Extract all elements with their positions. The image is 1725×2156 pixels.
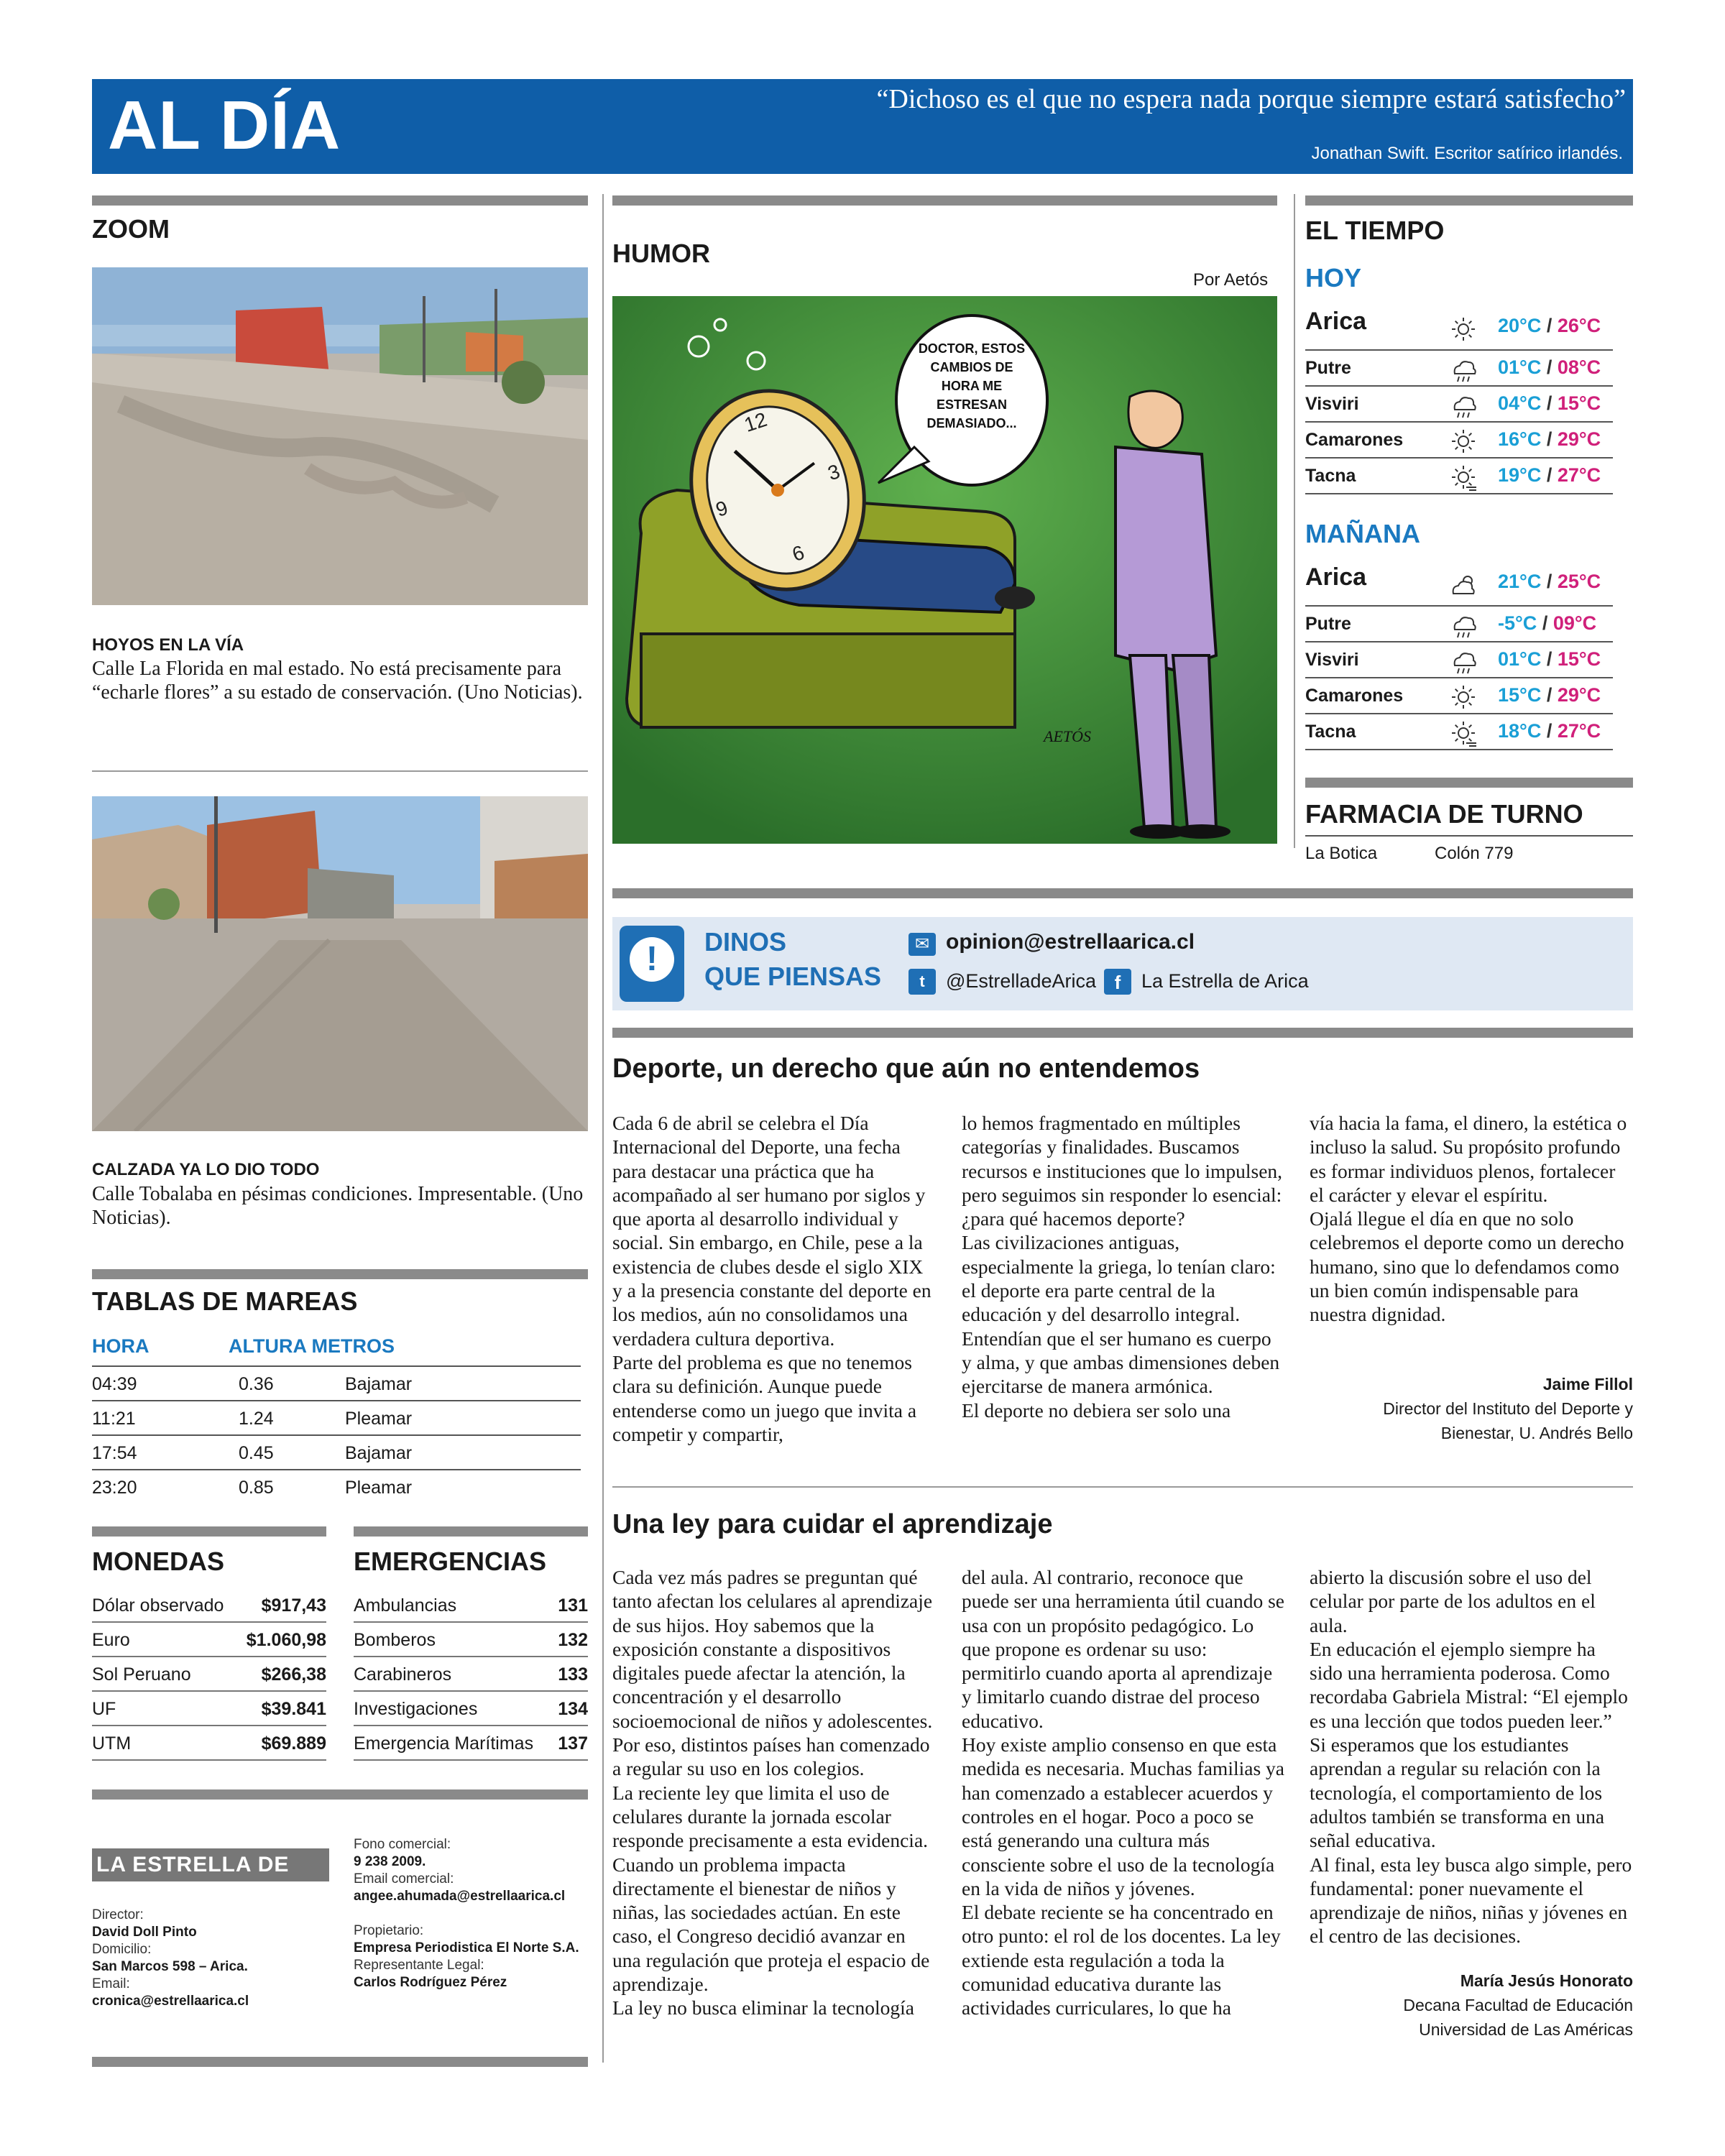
contact-banner: [612, 917, 1633, 1010]
paragraph: vía hacia la fama, el dinero, la estética o incluso la salud. Su propósito profundo es formar individuos plenos, fortalecer el carácter y elevar el espíritu.: [1310, 1112, 1627, 1206]
weather-tomorrow-label: MAÑANA: [1305, 519, 1420, 548]
imprint-label: Director:: [92, 1907, 144, 1922]
pharmacy-address: Colón 779: [1435, 844, 1514, 863]
zoom-caption-2-heading: CALZADA YA LO DIO TODO: [92, 1160, 320, 1179]
tide-type: Pleamar: [345, 1409, 413, 1429]
weather-temps: 20°C / 26°C: [1498, 315, 1601, 336]
weather-min: 01°C: [1498, 648, 1542, 670]
rule: [92, 195, 588, 206]
rule: [92, 1269, 588, 1279]
tide-height: 0.45: [239, 1443, 274, 1463]
article2-author-role: Universidad de Las Américas: [1419, 2020, 1633, 2039]
weather-max: 27°C: [1557, 464, 1601, 486]
weather-max: 08°C: [1557, 356, 1601, 378]
contact-facebook[interactable]: La Estrella de Arica: [1141, 970, 1309, 992]
tide-hour: 11:21: [92, 1409, 136, 1429]
sun-icon: [1449, 427, 1478, 456]
tide-height: 0.36: [239, 1374, 274, 1394]
rain-cloud-icon: [1449, 355, 1478, 384]
emergency-name: Carabineros: [354, 1664, 452, 1685]
article2-col3: [1310, 1565, 1633, 1948]
tide-row: [92, 1367, 581, 1401]
weather-max: 27°C: [1557, 720, 1601, 742]
paragraph: abierto la discusión sobre el uso del celular por parte de los adultos en el aula.: [1310, 1566, 1596, 1636]
article2-author: María Jesús Honorato: [1460, 1971, 1633, 1990]
contact-heading-line2: QUE PIENSAS: [704, 962, 882, 991]
tide-hour: 04:39: [92, 1374, 137, 1394]
rule: [1305, 778, 1633, 788]
weather-row: [1305, 423, 1613, 459]
svg-text:3: 3: [824, 459, 843, 485]
contact-twitter[interactable]: @EstrelladeArica: [946, 970, 1096, 992]
weather-city: Putre: [1305, 614, 1351, 634]
currency-value: $917,43: [261, 1595, 326, 1616]
emergency-number: 133: [558, 1664, 588, 1685]
weather-min: 01°C: [1498, 356, 1542, 378]
divider: [612, 1486, 1633, 1488]
paragraph: del aula. Al contrario, reconoce que puede ser una herramienta útil cuando se usa con un propósito pedagógico. Lo que propone es ordenar su uso: permitirlo cuando aporta al aprendizaje y limitarlo cuando distrae del proceso educativo.: [962, 1566, 1284, 1732]
currency-name: Dólar observado: [92, 1595, 224, 1616]
weather-max: 26°C: [1557, 315, 1601, 336]
currency-value: $39.841: [261, 1699, 326, 1719]
emergency-number: 131: [558, 1595, 588, 1616]
tide-type: Bajamar: [345, 1443, 413, 1463]
emergency-number: 132: [558, 1630, 588, 1650]
imprint-legal: Carlos Rodríguez Pérez: [354, 1975, 507, 1990]
weather-temps: 19°C / 27°C: [1498, 464, 1601, 486]
weather-min: 18°C: [1498, 720, 1542, 742]
currency-row: [92, 1726, 326, 1761]
weather-title: EL TIEMPO: [1305, 216, 1445, 245]
twitter-icon: t: [908, 969, 936, 995]
rule: [612, 195, 1277, 206]
newspaper-logo: LA ESTRELLA DE ARICA: [92, 1848, 329, 1881]
currency-name: Euro: [92, 1630, 130, 1650]
imprint-label: Propietario:: [354, 1923, 424, 1938]
weather-min: 04°C: [1498, 392, 1542, 414]
weather-row: [1305, 678, 1613, 714]
svg-text:12: 12: [741, 407, 770, 436]
emergency-row: [354, 1588, 588, 1623]
imprint-commercial-email: angee.ahumada@estrellaarica.cl: [354, 1889, 566, 1904]
contact-email[interactable]: opinion@estrellaarica.cl: [946, 930, 1195, 954]
pharmacy-line: [1305, 835, 1633, 837]
rain-cloud-icon: [1449, 647, 1478, 676]
weather-max: 29°C: [1557, 684, 1601, 706]
rule: [354, 1526, 588, 1537]
article1-title: Deporte, un derecho que aún no entendemos: [612, 1054, 1200, 1084]
header-quote: “Dichoso es el que no espera nada porque siempre estará satisfecho”: [876, 84, 1626, 114]
weather-min: 21°C: [1498, 571, 1542, 592]
rain-cloud-icon: [1449, 611, 1478, 640]
weather-max: 29°C: [1557, 428, 1601, 450]
section-header: [92, 79, 1633, 174]
cartoon-signature: AETÓS: [1044, 727, 1091, 745]
facebook-icon: f: [1104, 969, 1131, 995]
currency-row: [92, 1692, 326, 1726]
rain-cloud-icon: [1449, 391, 1478, 420]
tides-col-height: ALTURA METROS: [229, 1335, 395, 1357]
emergencies-title: EMERGENCIAS: [354, 1547, 547, 1576]
weather-max: 09°C: [1552, 612, 1597, 634]
article1-author-role: Bienestar, U. Andrés Bello: [1440, 1424, 1633, 1442]
column-divider-right: [1294, 194, 1295, 848]
weather-row: [1305, 561, 1613, 607]
weather-row: [1305, 305, 1613, 351]
rule: [612, 888, 1633, 898]
divider: [92, 770, 588, 772]
paragraph: Ojalá llegue el día en que no solo celebremos el deporte como un derecho humano, sino que lo defendamos como un bien común indispensable para nuestra dignidad.: [1310, 1207, 1624, 1326]
weather-city: Visviri: [1305, 394, 1359, 414]
humor-title: HUMOR: [612, 239, 710, 268]
paragraph: lo hemos fragmentado en múltiples categorías y finalidades. Buscamos recursos e instituciones que lo impulsen, pero seguimos sin responder lo esencial: ¿para qué hacemos deporte?: [962, 1112, 1283, 1230]
weather-row: [1305, 351, 1613, 387]
humor-byline: Por Aetós: [1193, 270, 1269, 290]
tide-row: [92, 1470, 581, 1505]
article2-author-role: Decana Facultad de Educación: [1403, 1996, 1633, 2014]
paragraph: En educación el ejemplo siempre ha sido una herramienta poderosa. Como recordaba Gabriela Mistral: “El ejemplo es una lección que todos pueden leer.” Si esperamos que los estudiantes aprendan a regular su relación con la tecnología, el comportamiento de los adultos también se transforma en una señal educativa.: [1310, 1637, 1628, 1852]
weather-row: [1305, 607, 1613, 642]
emergency-row: [354, 1692, 588, 1726]
imprint-email: cronica@estrellaarica.cl: [92, 1994, 249, 2009]
section-title: AL DÍA: [108, 87, 341, 164]
weather-min: 15°C: [1498, 684, 1542, 706]
paragraph: Cada 6 de abril se celebra el Día Internacional del Deporte, una fecha para destacar una práctica que ha acompañado al ser humano por siglos y que aporta al desarrollo individual y social. Sin embargo, en Chile, pese a la existencia de clubes desde el siglo XIX y a la presencia constante del deporte en los medios, aún no consolidamos una verdadera cultura deportiva.: [612, 1112, 932, 1350]
cartoon-speech-bubble: DOCTOR, ESTOS CAMBIOS DE HORA ME ESTRESAN DEMASIADO...: [918, 341, 1026, 430]
emergency-name: Ambulancias: [354, 1595, 457, 1616]
mail-icon: ✉: [908, 933, 936, 956]
currencies-title: MONEDAS: [92, 1547, 225, 1576]
emergency-name: Bomberos: [354, 1630, 436, 1650]
zoom-caption-2-text: Calle Tobalaba en pésimas condiciones. Impresentable. (Uno Noticias).: [92, 1183, 584, 1229]
sun-haze-icon: [1449, 719, 1478, 747]
header-quote-author: Jonathan Swift. Escritor satírico irlandés.: [1311, 144, 1623, 163]
paragraph: Cada vez más padres se preguntan qué tanto afectan los celulares al aprendizaje de sus hijos. Hoy sabemos que la exposición constante a dispositivos digitales puede afectar la atención, la concentración y el desarrollo socioemocional de niños y adolescentes. Por eso, distintos países han comenzado a regular su uso en los colegios.: [612, 1566, 933, 1780]
zoom-photo-1: [92, 267, 588, 605]
zoom-photo-2: [92, 796, 588, 1131]
tides-col-hour: HORA: [92, 1335, 150, 1357]
imprint-label: Domicilio:: [92, 1942, 152, 1957]
weather-min: -5°C: [1498, 612, 1537, 634]
imprint-director: David Doll Pinto: [92, 1925, 197, 1940]
rule: [1305, 195, 1633, 206]
article1-author: Jaime Fillol: [1542, 1375, 1633, 1393]
currency-value: $266,38: [261, 1664, 326, 1685]
tides-title: TABLAS DE MAREAS: [92, 1286, 358, 1316]
weather-temps: 18°C / 27°C: [1498, 720, 1601, 742]
currency-row: [92, 1623, 326, 1657]
weather-row: [1305, 714, 1613, 750]
paragraph: Parte del problema es que no tenemos clara su definición. Aunque puede entenderse como un juego que invita a competir y compartir,: [612, 1350, 917, 1445]
article2-col2: [962, 1565, 1285, 2020]
article2-title: Una ley para cuidar el aprendizaje: [612, 1509, 1053, 1539]
emergency-row: [354, 1726, 588, 1761]
emergency-name: Investigaciones: [354, 1699, 478, 1719]
imprint-address: San Marcos 598 – Arica.: [92, 1959, 248, 1974]
paragraph: La reciente ley que limita el uso de celulares durante la jornada escolar responde precisamente a esta evidencia. Cuando un problema impacta directamente el bienestar de niños y niñas, las sociedades actúan. En este caso, el Congreso decidió avanzar en una regulación que proteja el espacio de aprendizaje.: [612, 1781, 930, 1996]
paragraph: El deporte no debiera ser solo una: [962, 1399, 1231, 1422]
weather-row: [1305, 642, 1613, 678]
tide-row: [92, 1401, 581, 1436]
zoom-title: ZOOM: [92, 214, 170, 244]
article1-col1: [612, 1111, 936, 1446]
weather-city: Camarones: [1305, 430, 1404, 450]
column-divider-left: [602, 194, 604, 2063]
tide-hour: 17:54: [92, 1443, 137, 1463]
rule: [92, 1789, 588, 1800]
tide-type: Pleamar: [345, 1478, 413, 1498]
imprint-label: Fono comercial:: [354, 1837, 451, 1852]
weather-row: [1305, 459, 1613, 494]
pharmacy-name: La Botica: [1305, 844, 1378, 863]
contact-heading-line1: DINOS: [704, 927, 787, 957]
svg-text:6: 6: [789, 540, 807, 566]
weather-temps: 01°C / 08°C: [1498, 356, 1601, 378]
rule: [612, 1028, 1633, 1038]
weather-temps: 16°C / 29°C: [1498, 428, 1601, 450]
currency-row: [92, 1657, 326, 1692]
rule: [92, 1526, 326, 1537]
currency-name: UTM: [92, 1733, 132, 1754]
imprint-owner: Empresa Periodistica El Norte S.A.: [354, 1940, 579, 1955]
weather-min: 20°C: [1498, 315, 1542, 336]
emergency-number: 137: [558, 1733, 588, 1754]
weather-min: 19°C: [1498, 464, 1542, 486]
paragraph: La ley no busca eliminar la tecnología: [612, 1996, 914, 2019]
sun-haze-icon: [1449, 463, 1478, 492]
imprint-label: Email:: [92, 1976, 130, 1991]
humor-cartoon: [612, 296, 1277, 844]
zoom-caption-1-text: Calle La Florida en mal estado. No está precisamente para “echarle flores” a su estado de conservación. (Uno Noticias).: [92, 658, 583, 704]
emergency-name: Emergencia Marítimas: [354, 1733, 534, 1754]
paragraph: Al final, esta ley busca algo simple, pero fundamental: poner nuevamente el aprendizaje de niños, niñas y jóvenes en el centro de las decisiones.: [1310, 1853, 1632, 1948]
article1-author-role: Director del Instituto del Deporte y: [1383, 1399, 1633, 1418]
article2-col1: [612, 1565, 936, 2020]
weather-temps: 01°C / 15°C: [1498, 648, 1601, 670]
tide-hour: 23:20: [92, 1478, 137, 1498]
weather-city: Putre: [1305, 358, 1351, 378]
tide-height: 1.24: [239, 1409, 274, 1429]
rule: [92, 2057, 588, 2067]
paragraph: El debate reciente se ha concentrado en otro punto: el rol de los docentes. La ley extiende esta regulación a toda la comunidad educativa durante las actividades curriculares, lo que ha: [962, 1901, 1281, 2019]
partly-cloudy-icon: [1449, 571, 1478, 599]
tide-height: 0.85: [239, 1478, 274, 1498]
tide-row: [92, 1436, 581, 1470]
alert-icon: !: [620, 926, 684, 1002]
tide-type: Bajamar: [345, 1374, 413, 1394]
currency-name: UF: [92, 1699, 116, 1719]
weather-city: Arica: [1305, 563, 1367, 591]
imprint-label: Representante Legal:: [354, 1958, 484, 1973]
zoom-caption-1-heading: HOYOS EN LA VÍA: [92, 635, 244, 655]
paragraph: Hoy existe amplio consenso en que esta medida es necesaria. Muchas familias ya han comenzado a establecer acuerdos y controles en el hogar. Poco a poco se está generando una cultura más consciente sobre el uso de la tecnología en la vida de niños y jóvenes.: [962, 1733, 1284, 1899]
imprint-label: Email comercial:: [354, 1871, 454, 1886]
weather-temps: -5°C / 09°C: [1498, 612, 1597, 634]
sun-icon: [1449, 315, 1478, 344]
weather-city: Visviri: [1305, 650, 1359, 670]
emergency-number: 134: [558, 1699, 588, 1719]
weather-temps: 04°C / 15°C: [1498, 392, 1601, 414]
sun-icon: [1449, 683, 1478, 711]
emergency-row: [354, 1623, 588, 1657]
paragraph: Las civilizaciones antiguas, especialmente la griega, lo tenían claro: el deporte era parte central de la educación y del desarrollo integral. Entendían que el ser humano es cuerpo y alma, y que ambas dimensiones deben ejercitarse de manera armónica.: [962, 1231, 1280, 1398]
weather-city: Tacna: [1305, 466, 1356, 486]
weather-max: 15°C: [1557, 648, 1601, 670]
svg-text:9: 9: [712, 496, 731, 521]
emergency-row: [354, 1657, 588, 1692]
weather-min: 16°C: [1498, 428, 1542, 450]
article1-col2: [962, 1111, 1285, 1422]
weather-temps: 15°C / 29°C: [1498, 684, 1601, 706]
currency-name: Sol Peruano: [92, 1664, 191, 1685]
weather-today-label: HOY: [1305, 263, 1362, 292]
article1-col3: [1310, 1111, 1633, 1327]
currency-value: $1.060,98: [246, 1630, 326, 1650]
weather-temps: 21°C / 25°C: [1498, 571, 1601, 592]
weather-city: Arica: [1305, 308, 1367, 335]
weather-city: Tacna: [1305, 722, 1356, 742]
currency-row: [92, 1588, 326, 1623]
weather-max: 25°C: [1557, 571, 1601, 592]
imprint-phone: 9 238 2009.: [354, 1854, 426, 1869]
weather-city: Camarones: [1305, 686, 1404, 706]
weather-row: [1305, 387, 1613, 423]
currency-value: $69.889: [261, 1733, 326, 1754]
weather-max: 15°C: [1557, 392, 1601, 414]
pharmacy-title: FARMACIA DE TURNO: [1305, 799, 1583, 829]
